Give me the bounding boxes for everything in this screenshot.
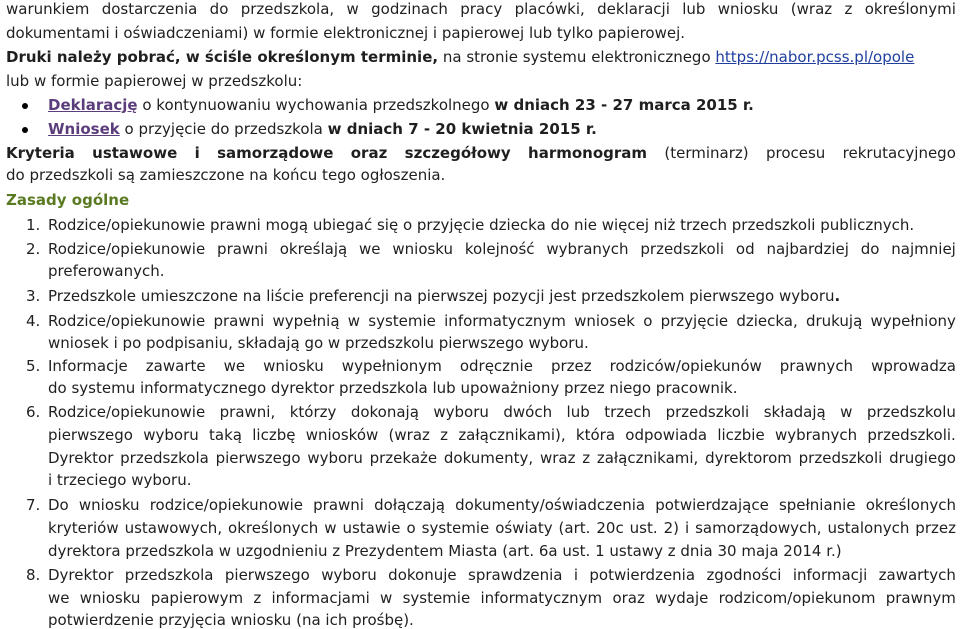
word: przez [915, 519, 956, 537]
word: prawni [313, 496, 364, 514]
section-heading: Zasady ogólne [6, 191, 130, 209]
wniosek-link[interactable]: Wniosek [48, 120, 120, 138]
word: przedszkoli [798, 449, 883, 467]
list-number: 7. [26, 496, 41, 514]
word: wraz [539, 449, 576, 467]
word: Rodzice/opiekunowie [48, 240, 206, 258]
word: wniosku [78, 496, 140, 514]
word: liczbę [252, 426, 296, 444]
word: informacjami [271, 589, 370, 607]
date-text: w dniach 7 - 20 kwietnia 2015 r. [327, 120, 597, 138]
word: zgodności [706, 566, 782, 584]
word: z [844, 0, 853, 18]
period: . [834, 287, 841, 305]
word: dokumenty/oświadczenia [455, 496, 646, 514]
word: i [194, 144, 200, 162]
word: systemie [368, 312, 436, 330]
word: kryteriów [48, 519, 119, 537]
word: rodzice/opiekunowie [149, 496, 303, 514]
word: informatycznym [480, 589, 603, 607]
word: dokonuje [388, 566, 457, 584]
word: lub [682, 0, 706, 18]
word: we [48, 589, 70, 607]
bullet-dot [22, 103, 28, 109]
word: w [324, 519, 337, 537]
word: ust. [629, 519, 658, 537]
word: zawarte [145, 357, 206, 375]
rule-line [48, 403, 956, 421]
word: rodziców/opiekunów [609, 357, 762, 375]
word: i [684, 519, 690, 537]
list-number: 4. [26, 312, 41, 330]
word: wniosku [717, 0, 779, 18]
word: sprawdzenia [468, 566, 563, 584]
rule-line [48, 287, 840, 305]
word: prawni [217, 240, 268, 258]
word: prawnym [885, 589, 956, 607]
word: określonych [865, 496, 956, 514]
word: spełnianie [778, 496, 856, 514]
word: przedszkolu [866, 403, 956, 421]
word: przedszkoli [665, 403, 750, 421]
word: wypełniony [870, 312, 956, 330]
word: wniosku [79, 589, 141, 607]
word: ustalonych [827, 519, 910, 537]
word: do [209, 0, 229, 18]
word: rekrutacyjnego [842, 144, 956, 162]
word: we [359, 240, 381, 258]
word: informatycznym [444, 312, 566, 330]
word: rodzicom/opiekunom [718, 589, 876, 607]
word: wydaje [655, 589, 709, 607]
word: dołączają [374, 496, 445, 514]
word: zawartych [878, 566, 956, 584]
word: pierwszego [48, 426, 133, 444]
paragraph-line: dokumentami i oświadczeniami) w formie elektronicznej i papierowej lub tylko papierowej. [6, 24, 686, 42]
word: z [440, 426, 449, 444]
list-number: 1. [26, 216, 41, 234]
word: trzech [604, 403, 652, 421]
rule-line [48, 449, 956, 467]
word: (art. [558, 519, 591, 537]
rule-line [48, 312, 956, 330]
word: w [840, 403, 853, 421]
rule-line [48, 240, 956, 258]
word: deklaracji [597, 0, 670, 18]
word: o [406, 519, 416, 537]
word: od [735, 240, 755, 258]
word: potwierdzenia [589, 566, 696, 584]
word: dostarczenia [101, 0, 198, 18]
word: potwierdzające [655, 496, 769, 514]
word: przez [550, 357, 592, 375]
word: wybranych [546, 240, 629, 258]
word: wypełnią [272, 312, 340, 330]
word: wprowadza [871, 357, 956, 375]
rule-line: potwierdzenie przyjęcia wniosku (na ich prośbę). [48, 611, 414, 629]
word: przedszkola [120, 449, 209, 467]
text: Przedszkole umieszczone na liście preferencji na pierwszej pozycji jest przedszkolem pierwszego wyboru [48, 287, 835, 305]
word: określonych [228, 519, 319, 537]
rule-line [48, 519, 956, 537]
list-item [48, 120, 597, 138]
text: na stronie systemu elektronicznego [438, 48, 716, 66]
list-item [48, 96, 754, 114]
nabor-link[interactable]: https://nabor.pcss.pl/opole [715, 48, 915, 66]
word: określają [279, 240, 348, 258]
word: pracy [460, 0, 503, 18]
word: samorządowe [217, 144, 334, 162]
paragraph-line: lub w formie papierowej w przedszkolu: [6, 72, 303, 90]
word: liczbie [717, 426, 765, 444]
word: (terminarz) [664, 144, 749, 162]
word: wniosku [392, 240, 454, 258]
bullet-dot [22, 127, 28, 133]
word: najbardziej [766, 240, 849, 258]
paragraph-line: do przedszkoli są zamieszczone na końcu tego ogłoszenia. [6, 166, 446, 184]
word: z [253, 589, 262, 607]
date-text: w dniach 23 - 27 marca 2015 r. [494, 96, 754, 114]
word: samorządowych, [695, 519, 822, 537]
list-number: 2. [26, 240, 41, 258]
bold-text: Druki należy pobrać, w ściśle określonym terminie, [6, 48, 439, 66]
word: dokumenty, [443, 449, 534, 467]
word: drukują [805, 312, 863, 330]
word: przyjęcie [660, 312, 729, 330]
rule-line [48, 357, 956, 375]
word: oświaty [495, 519, 553, 537]
word: przedszkoli. [867, 426, 956, 444]
word: wyboru [307, 449, 363, 467]
word: najmniej [891, 240, 956, 258]
list-number: 6. [26, 403, 41, 421]
word: wyboru [143, 426, 199, 444]
word: przedszkoli [640, 240, 725, 258]
rule-line: do systemu informatycznego dyrektor przedszkola lub upoważniony przez niego pracownik. [48, 379, 738, 397]
word: z [582, 449, 591, 467]
word: 2) [663, 519, 680, 537]
paragraph-line [6, 144, 956, 162]
word: w [380, 589, 393, 607]
word: prawni, [219, 403, 276, 421]
word: we [223, 357, 246, 375]
word: pierwszego [224, 566, 310, 584]
text: o kontynuowaniu wychowania przedszkolnego [137, 96, 495, 114]
word: warunkiem [6, 0, 90, 18]
word: dwóch [503, 403, 553, 421]
paragraph-line [6, 48, 914, 66]
rule-line: dyrektora przedszkola w uzgodnieniu z Prezydentem Miasta (art. 6a ust. 1 ustawy z dnia 30 maja 2014 r.) [48, 542, 842, 560]
word: Do [48, 496, 69, 514]
rule-line: preferowanych. [48, 262, 165, 280]
word: w [346, 0, 359, 18]
word: do [860, 240, 880, 258]
rule-line: Rodzice/opiekunowie prawni mogą ubiegać się o przyjęcie dziecka do nie więcej niż trzech przedszkoli publicznych. [48, 216, 915, 234]
paragraph-line [6, 0, 956, 18]
word: placówki, [514, 0, 585, 18]
word: która [575, 426, 616, 444]
word: kolejność [464, 240, 535, 258]
deklaracja-link[interactable]: Deklarację [48, 96, 138, 114]
word: Dyrektor [48, 566, 114, 584]
word: wybranych [774, 426, 858, 444]
word: i [573, 566, 579, 584]
word: papierowym [150, 589, 244, 607]
word: przedszkola [124, 566, 214, 584]
list-number: 5. [26, 357, 41, 375]
list-number: 3. [26, 287, 41, 305]
word: taką [209, 426, 242, 444]
word: wniosków [305, 426, 379, 444]
word: załącznikami, [596, 449, 699, 467]
word: odpowiada [625, 426, 708, 444]
word: harmonogram [528, 144, 648, 162]
word: godzinach [371, 0, 448, 18]
word: oraz [350, 144, 388, 162]
word: o [643, 312, 653, 330]
word: szczegółowy [404, 144, 511, 162]
word: Informacje [48, 357, 128, 375]
word: Rodzice/opiekunowie [48, 312, 206, 330]
word: ustawowe [92, 144, 178, 162]
rule-line: i trzeciego wyboru. [48, 471, 192, 489]
word: odręcznie [459, 357, 533, 375]
word: lub [566, 403, 590, 421]
word: wniosek [574, 312, 635, 330]
word: 20c [596, 519, 624, 537]
word: (wraz [790, 0, 833, 18]
rule-line [48, 566, 956, 584]
word: ustawowych, [124, 519, 223, 537]
word: wniosku [263, 357, 324, 375]
word: wyboru [321, 566, 377, 584]
word: przedszkola, [240, 0, 335, 18]
word: oraz [612, 589, 645, 607]
word: ustawie [342, 519, 401, 537]
word: procesu [765, 144, 826, 162]
text: o przyjęcie do przedszkola [119, 120, 328, 138]
word: załącznikami), [458, 426, 566, 444]
list-number: 8. [26, 566, 41, 584]
word: drugiego [889, 449, 956, 467]
word: systemie [421, 519, 490, 537]
word: Dyrektor [48, 449, 114, 467]
word: (wraz [388, 426, 430, 444]
rule-line [48, 496, 956, 514]
rule-line [48, 589, 956, 607]
word: składają [763, 403, 826, 421]
word: określonymi [864, 0, 956, 18]
rule-line: wniosek i po podpisaniu, składają go w przedszkolu pierwszego wyboru. [48, 334, 589, 352]
rule-line [48, 426, 956, 444]
word: systemie [402, 589, 471, 607]
word: przekaże [369, 449, 438, 467]
word: prawnych [779, 357, 854, 375]
word: pierwszego [215, 449, 301, 467]
word: informacji [792, 566, 868, 584]
word: Kryteria [6, 144, 75, 162]
word: Rodzice/opiekunowie [48, 403, 206, 421]
word: wyboru [433, 403, 489, 421]
word: którzy [289, 403, 337, 421]
word: dziecka, [736, 312, 798, 330]
word: wypełnionym [341, 357, 442, 375]
word: w [347, 312, 361, 330]
word: dokonają [350, 403, 419, 421]
word: prawni [213, 312, 265, 330]
word: dyrektorom [705, 449, 792, 467]
